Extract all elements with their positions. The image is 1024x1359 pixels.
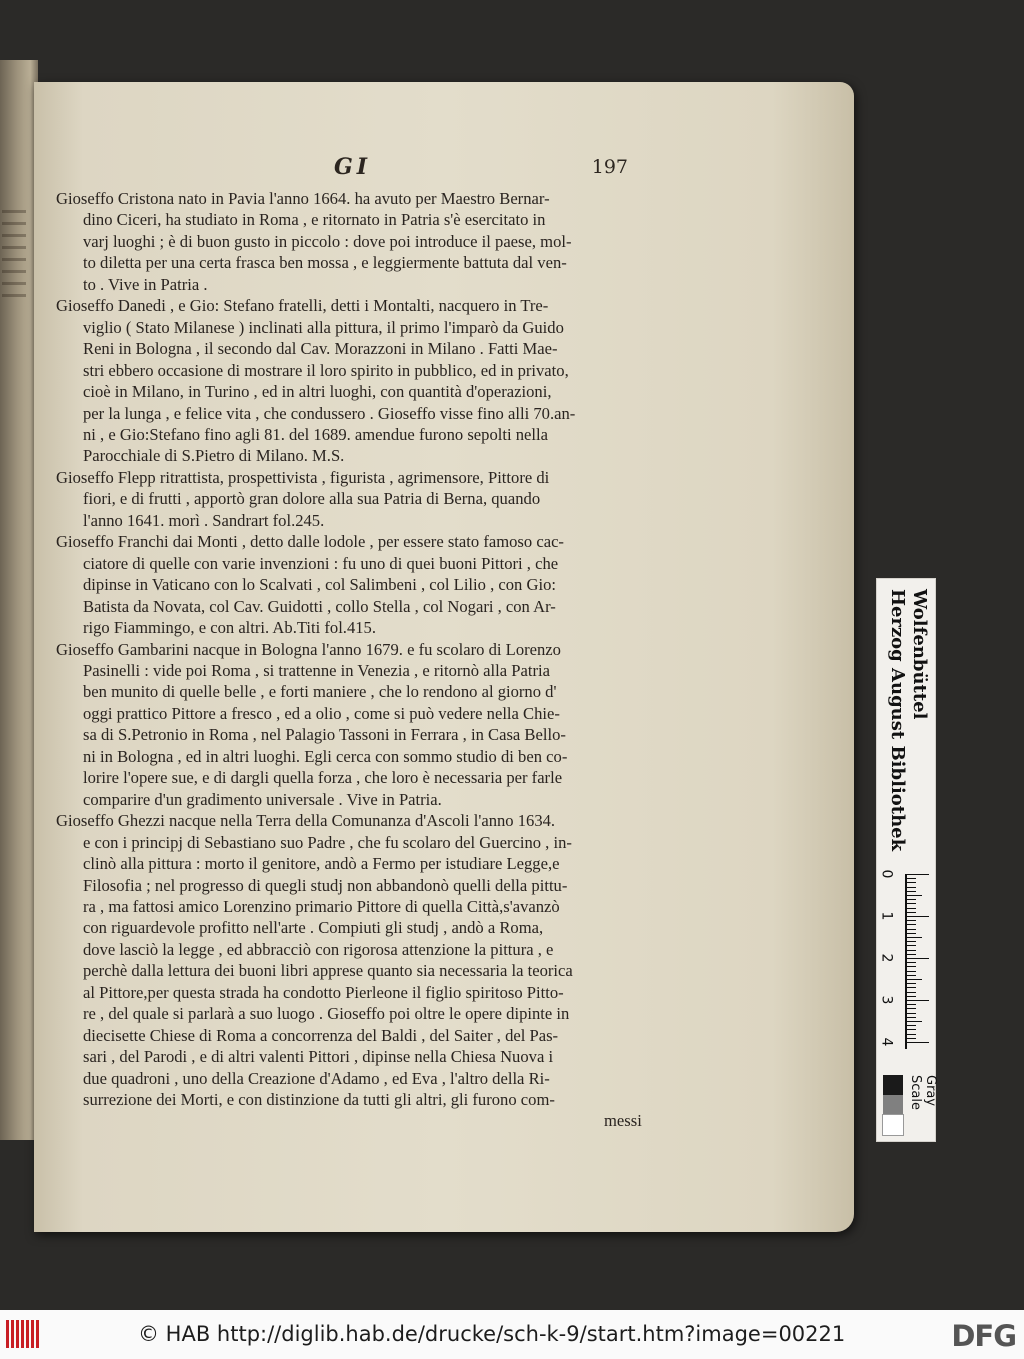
- text-line: cioè in Milano, in Turino , ed in altri luoghi, con quantità d'operazioni,: [83, 382, 552, 402]
- library-city: Wolfenbüttel: [909, 589, 930, 720]
- scale-tick: [907, 1038, 916, 1039]
- scale-label: 4: [878, 1037, 895, 1047]
- text-line: to diletta per una certa frasca ben mossa , e leggiermente battuta dal ven-: [83, 253, 567, 273]
- scale-label: 2: [878, 953, 895, 963]
- scale-tick: [907, 958, 929, 959]
- scale-tick: [907, 912, 916, 913]
- scale-tick: [907, 1017, 916, 1018]
- text-line: oggi prattico Pittore a fresco , ed a olio , come si può vedere nella Chie-: [83, 703, 560, 723]
- text-line: clinò alla pittura : morto il genitore, andò a Fermo per istudiare Legge,e: [83, 854, 560, 874]
- cm-scale: [877, 869, 935, 1054]
- scale-tick: [907, 924, 916, 925]
- text-line: varj luoghi ; è di buon gusto in piccolo : dove poi introduce il paese, mol-: [83, 231, 572, 251]
- scale-tick: [907, 987, 916, 988]
- text-line: ra , ma fattosi amico Lorenzino primario Pittore di quella Città,s'avanzò: [83, 896, 560, 916]
- catchword: messi: [604, 1111, 642, 1131]
- text-line: ben munito di quelle belle , e forti maniere , che lo rendono al giorno d': [83, 682, 557, 702]
- scale-tick: [907, 1025, 916, 1026]
- text-line: dino Ciceri, ha studiato in Roma , e ritornato in Patria s'è esercitato in: [83, 210, 546, 230]
- scale-tick: [907, 1021, 922, 1022]
- text-line: Gioseffo Cristona nato in Pavia l'anno 1664. ha avuto per Maestro Bernar-: [56, 189, 550, 208]
- hab-barcode-icon: [6, 1320, 40, 1348]
- text-line: Gioseffo Danedi , e Gio: Stefano fratelli, detti i Montalti, nacquero in Tre-: [56, 296, 549, 316]
- text-line: to . Vive in Patria .: [83, 274, 208, 294]
- text-line: fiori, e di frutti , apportò gran dolore alla sua Patria di Berna, quando: [83, 489, 541, 509]
- text-line: Parocchiale di S.Pietro di Milano. M.S.: [83, 446, 345, 466]
- scale-tick: [907, 891, 916, 892]
- scale-tick: [907, 996, 916, 997]
- text-line: Pasinelli : vide poi Roma , si trattenne in Venezia , e ritornò alla Patria: [83, 660, 550, 680]
- library-name: Herzog August Bibliothek: [887, 589, 908, 852]
- scale-tick: [907, 1008, 916, 1009]
- body-text: [56, 188, 656, 1132]
- dfg-logo: DFG: [951, 1319, 1016, 1353]
- text-line: surrezione dei Morti, e con distinzione da tutti gli altri, gli furono com-: [83, 1090, 555, 1110]
- text-line: Reni in Bologna , il secondo dal Cav. Morazzoni in Milano . Fatti Mae-: [83, 339, 558, 359]
- text-line: sa di S.Petronio in Roma , nel Palagio Tassoni in Ferrara , in Casa Bello-: [83, 725, 566, 745]
- text-line: Gioseffo Flepp ritrattista, prospettivista , figurista , agrimensore, Pittore di: [56, 467, 550, 487]
- scale-tick: [907, 908, 916, 909]
- text-line: con riguardevole profitto nell'arte . Compiuti gli studj , andò a Roma,: [83, 918, 544, 938]
- scale-tick: [907, 1042, 929, 1043]
- scale-tick: [907, 962, 916, 963]
- text-line: al Pittore,per questa strada ha condotto Pierleone il figlio spiritoso Pitto-: [83, 982, 564, 1002]
- scale-tick: [907, 1013, 916, 1014]
- text-line: due quadroni , uno della Creazione d'Adamo , ed Eva , l'altro della Ri-: [83, 1068, 550, 1088]
- gray-scale-label: Gray Scale: [908, 1075, 938, 1110]
- scale-tick: [907, 1029, 916, 1030]
- scale-label: 1: [878, 911, 895, 921]
- library-label: [881, 589, 931, 874]
- scale-tick: [907, 971, 916, 972]
- scanned-page: [34, 82, 854, 1232]
- running-head: GI: [334, 154, 372, 180]
- text-line: ni , e Gio:Stefano fino agli 81. del 1689. amendue furono sepolti nella: [83, 424, 548, 444]
- scale-tick: [907, 929, 916, 930]
- previous-page-text-fragment: [2, 210, 26, 300]
- text-line: Filosofia ; nel progresso di quegli studj non abbandonò quelli della pittu-: [83, 875, 568, 895]
- scale-tick: [907, 966, 916, 967]
- text-line: l'anno 1641. morì . Sandrart fol.245.: [83, 510, 325, 530]
- gray-swatch: [883, 1075, 903, 1095]
- scale-tick: [907, 887, 916, 888]
- scale-tick: [907, 933, 916, 934]
- scale-tick: [907, 992, 916, 993]
- scale-tick: [907, 983, 916, 984]
- gray-scale-swatches: [883, 1075, 903, 1135]
- previous-page-edge: [0, 60, 38, 1140]
- footer-copyright-link[interactable]: © HAB http://diglib.hab.de/drucke/sch-k-9/start.htm?image=00221: [138, 1322, 846, 1346]
- text-line: Gioseffo Franchi dai Monti , detto dalle lodole , per essere stato famoso cac-: [56, 532, 564, 552]
- scale-tick: [907, 920, 916, 921]
- text-line: Gioseffo Ghezzi nacque nella Terra della Comunanza d'Ascoli l'anno 1634.: [56, 811, 556, 831]
- text-line: per la lunga , e felice vita , che condussero . Gioseffo visse fino alli 70.an-: [83, 403, 576, 423]
- scale-tick: [907, 937, 922, 938]
- scale-tick: [907, 899, 916, 900]
- scale-tick: [907, 878, 916, 879]
- text-line: diecisette Chiese di Roma a concorrenza del Baldi , del Saiter , del Pas-: [83, 1025, 559, 1045]
- scale-tick: [907, 916, 929, 917]
- text-line: re , del quale si parlarà a suo luogo . Gioseffo poi oltre le opere dipinte in: [83, 1004, 570, 1024]
- scale-tick: [907, 975, 916, 976]
- text-line: lorire l'opere sue, e di dargli quella forza , che loro è necessaria per farle: [83, 768, 563, 788]
- text-line: sari , del Parodi , e di altri valenti Pittori , dipinse nella Chiesa Nuova i: [83, 1047, 554, 1067]
- text-line: perchè dalla lettura dei buoni libri apprese quanto sia necessaria la teorica: [83, 961, 573, 981]
- text-line: rigo Fiammingo, e con altri. Ab.Titi fol.415.: [83, 618, 376, 638]
- text-line: dipinse in Vaticano con lo Scalvati , col Salimbeni , col Lilio , con Gio:: [83, 575, 556, 595]
- text-line: comparire d'un gradimento universale . Vive in Patria.: [83, 789, 442, 809]
- scale-tick: [907, 882, 916, 883]
- scale-tick: [907, 874, 929, 875]
- scale-label: 0: [878, 869, 895, 879]
- text-line: dove lasciò la legge , ed abbracciò con rigorosa attenzione la pittura , e: [83, 939, 554, 959]
- text-line: ni in Bologna , ed in altri luoghi. Egli cerca con sommo studio di ben co-: [83, 746, 568, 766]
- gray-swatch: [883, 1115, 903, 1135]
- reference-ruler: [876, 578, 936, 1142]
- text-line: Gioseffo Gambarini nacque in Bologna l'anno 1679. e fu scolaro di Lorenzo: [56, 639, 561, 659]
- text-line: Batista da Novata, col Cav. Guidotti , collo Stella , col Nogari , con Ar-: [83, 596, 556, 616]
- scale-tick: [907, 950, 916, 951]
- scale-tick: [907, 941, 916, 942]
- footer-bar: [0, 1310, 1024, 1359]
- page-header: [334, 154, 654, 184]
- scale-tick: [907, 954, 916, 955]
- gray-swatch: [883, 1095, 903, 1115]
- text-line: viglio ( Stato Milanese ) inclinati alla pittura, il primo l'imparò da Guido: [83, 317, 564, 337]
- text-line: ciatore di quelle con varie invenzioni : fu uno di quei buoni Pittori , che: [83, 553, 559, 573]
- page-number: 197: [591, 156, 628, 178]
- scale-tick: [907, 945, 916, 946]
- text-line: e con i principj di Sebastiano suo Padre , che fu scolaro del Guercino , in-: [83, 832, 572, 852]
- scale-tick: [907, 903, 916, 904]
- scale-tick: [907, 979, 922, 980]
- scale-tick: [907, 1004, 916, 1005]
- scale-label: 3: [878, 995, 895, 1005]
- scale-tick: [907, 1000, 929, 1001]
- scale-tick: [907, 1034, 916, 1035]
- text-line: stri ebbero occasione di mostrare il loro spirito in pubblico, ed in privato,: [83, 360, 569, 380]
- scale-tick: [907, 895, 922, 896]
